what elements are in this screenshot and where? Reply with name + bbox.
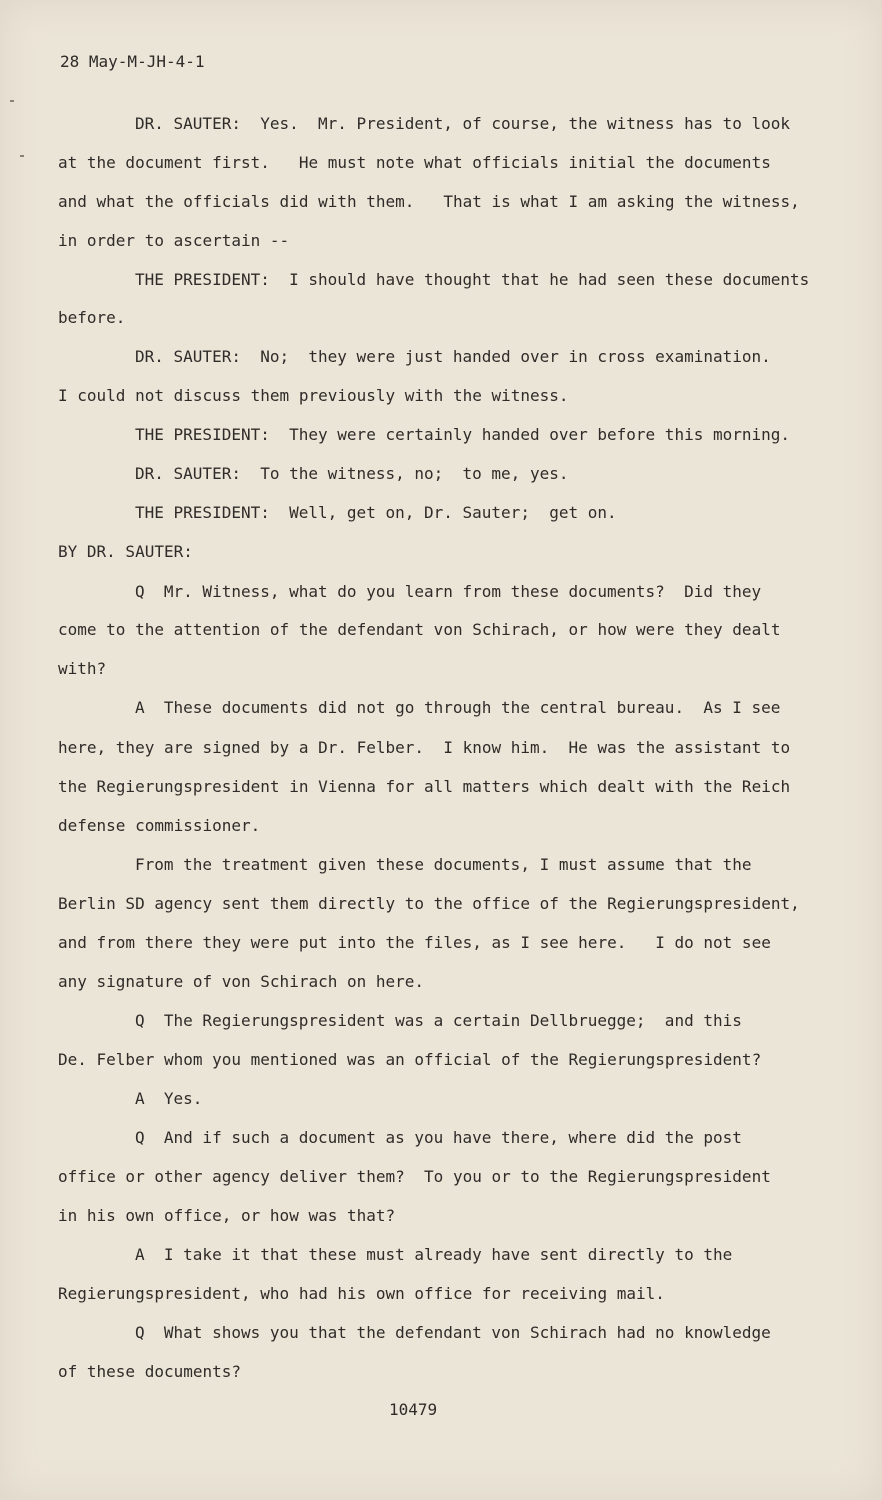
transcript-line: De. Felber whom you mentioned was an official of the Regierungspresident? [58,1050,762,1069]
transcript-line: any signature of von Schirach on here. [58,972,425,991]
transcript-line: of these documents? [58,1362,242,1381]
transcript-line: the Regierungspresident in Vienna for all matters which dealt with the Reich [58,777,791,796]
transcript-line: A Yes. [135,1089,203,1108]
transcript-line: Q What shows you that the defendant von Schirach had no knowledge [135,1323,771,1342]
transcript-line: DR. SAUTER: Yes. Mr. President, of course, the witness has to look [135,114,791,133]
transcript-line: and from there they were put into the files, as I see here. I do not see [58,933,771,952]
transcript-line: before. [58,308,126,327]
transcript-line: From the treatment given these documents, I must assume that the [135,855,752,874]
margin-mark [20,155,24,157]
transcript-line: in his own office, or how was that? [58,1206,396,1225]
transcript-line: come to the attention of the defendant von Schirach, or how were they dealt [58,620,781,639]
margin-mark [10,100,14,102]
transcript-line: defense commissioner. [58,816,261,835]
transcript-line: DR. SAUTER: To the witness, no; to me, yes. [135,464,569,483]
page-number: 10479 [389,1400,438,1419]
transcript-line: BY DR. SAUTER: [58,542,193,561]
transcript-line: I could not discuss them previously with the witness. [58,386,569,405]
transcript-line: with? [58,659,107,678]
transcript-line: Q Mr. Witness, what do you learn from these documents? Did they [135,582,762,601]
transcript-line: A I take it that these must already have sent directly to the [135,1245,733,1264]
transcript-line: in order to ascertain -- [58,231,290,250]
document-reference: 28 May-M-JH-4-1 [60,52,205,71]
transcript-line: THE PRESIDENT: I should have thought that he had seen these documents [135,270,810,289]
transcript-line: here, they are signed by a Dr. Felber. I know him. He was the assistant to [58,738,791,757]
transcript-line: Q And if such a document as you have there, where did the post [135,1128,742,1147]
transcript-line: Berlin SD agency sent them directly to the office of the Regierungspresident, [58,894,800,913]
transcript-line: Regierungspresident, who had his own office for receiving mail. [58,1284,665,1303]
transcript-line: THE PRESIDENT: They were certainly handed over before this morning. [135,425,791,444]
transcript-line: DR. SAUTER: No; they were just handed over in cross examination. [135,347,771,366]
transcript-line: at the document first. He must note what officials initial the documents [58,153,771,172]
transcript-line: Q The Regierungspresident was a certain Dellbruegge; and this [135,1011,742,1030]
transcript-line: and what the officials did with them. That is what I am asking the witness, [58,192,800,211]
transcript-line: THE PRESIDENT: Well, get on, Dr. Sauter; get on. [135,503,617,522]
transcript-line: A These documents did not go through the central bureau. As I see [135,698,781,717]
transcript-line: office or other agency deliver them? To you or to the Regierungspresident [58,1167,771,1186]
